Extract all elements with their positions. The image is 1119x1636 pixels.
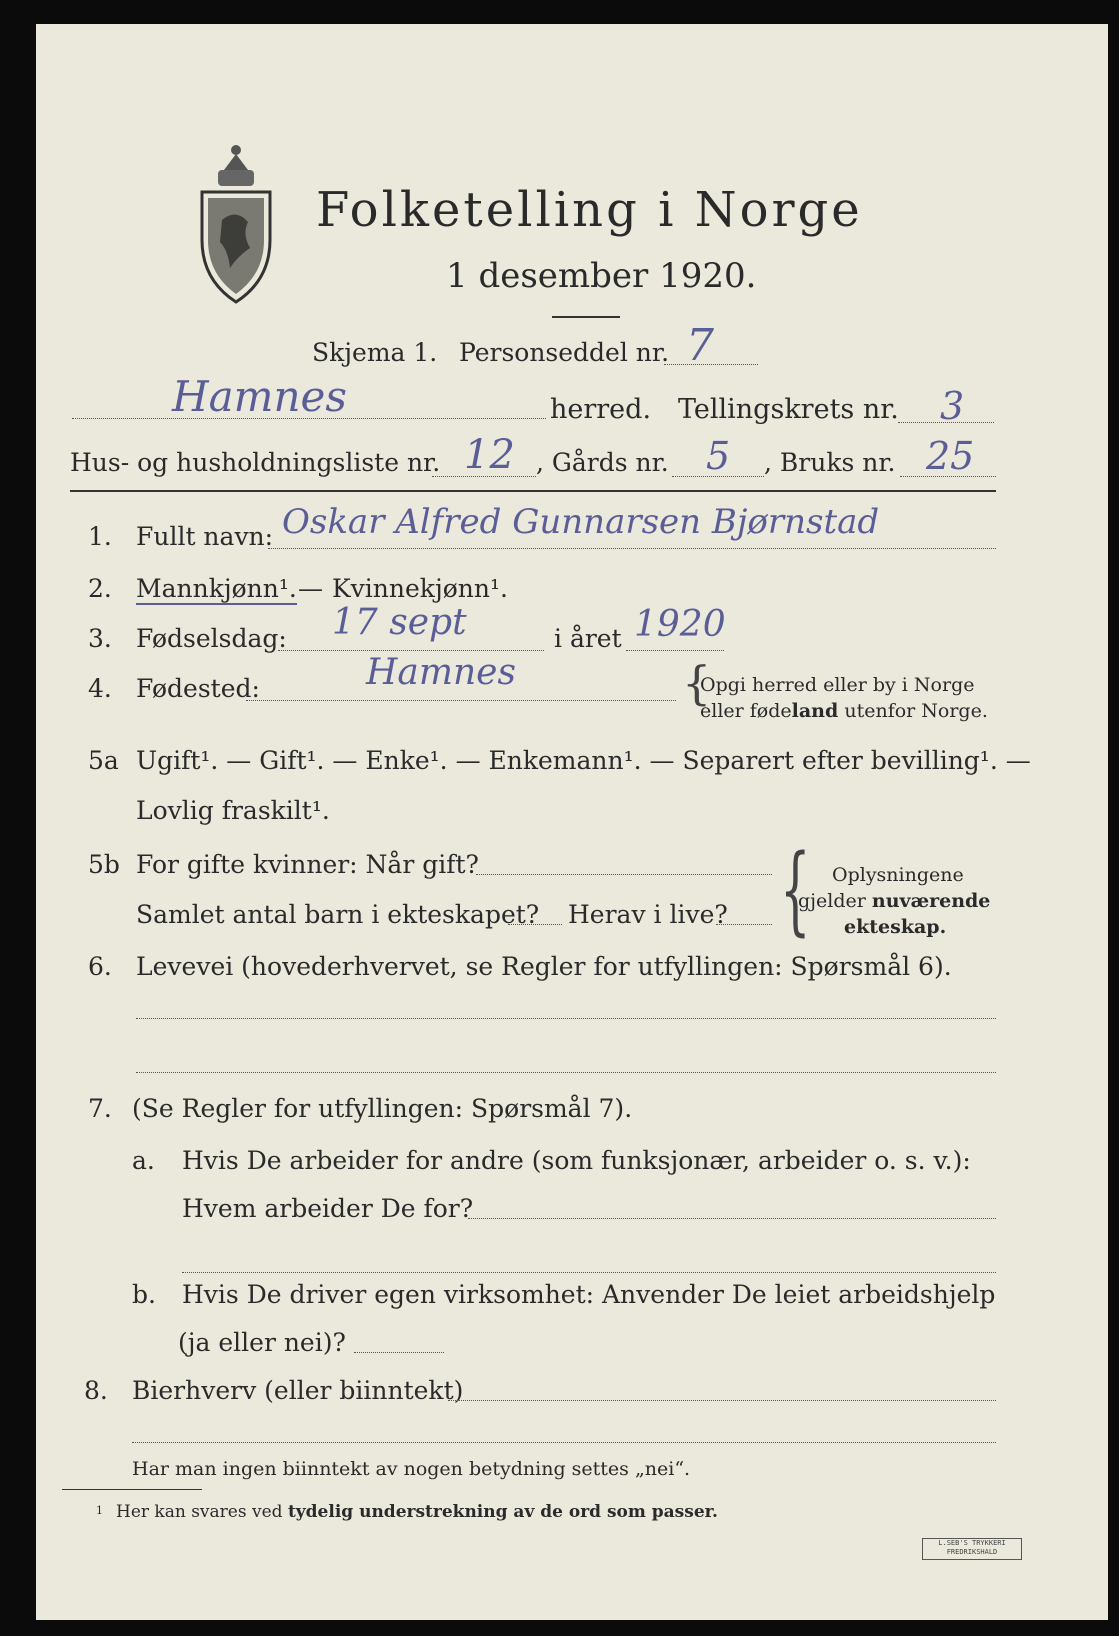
q5b-note1: Oplysningene: [832, 864, 964, 886]
marital-status-divorced[interactable]: Lovlig fraskilt¹.: [136, 796, 330, 825]
occupation-line-2[interactable]: [136, 1072, 996, 1073]
q5b-note3: ekteskap.: [844, 916, 947, 938]
full-name-value[interactable]: Oskar Alfred Gunnarsen Bjørnstad: [282, 502, 880, 542]
q7a-line2: Hvem arbeider De for?: [182, 1194, 474, 1223]
herred-value[interactable]: Hamnes: [172, 372, 347, 421]
bruks-value[interactable]: 25: [926, 434, 975, 478]
form-title: Folketelling i Norge: [316, 182, 863, 238]
q2-number: 2.: [88, 574, 112, 603]
year-line: [626, 650, 724, 651]
q4-note-line1: Opgi herred eller by i Norge: [700, 674, 975, 696]
q3-number: 3.: [88, 624, 112, 653]
q3-line: [278, 650, 544, 651]
q4-note-b: land: [791, 700, 839, 722]
birthday-value[interactable]: 17 sept: [332, 602, 467, 643]
q4-brace: {: [682, 656, 712, 710]
herred-label: herred.: [550, 394, 652, 425]
employer-line-1[interactable]: [468, 1218, 996, 1219]
personseddel-value[interactable]: 7: [686, 320, 714, 371]
gards-value[interactable]: 5: [706, 434, 731, 478]
q4-note-c: utenfor Norge.: [838, 700, 988, 722]
q5b-alive-label: Herav i live?: [568, 900, 728, 929]
side-income-line-1[interactable]: [448, 1400, 996, 1401]
bruks-label: , Bruks nr.: [764, 448, 896, 477]
q5b-brace: {: [780, 834, 811, 946]
census-date: 1 desember 1920.: [446, 256, 757, 296]
q8-label: Bierhverv (eller biinntekt): [132, 1376, 464, 1405]
q7a-line1: Hvis De arbeider for andre (som funksjonær, arbeider o. s. v.):: [182, 1146, 971, 1175]
husholdning-value[interactable]: 12: [464, 432, 515, 478]
footnote-divider: [62, 1489, 202, 1490]
q8-number: 8.: [84, 1376, 108, 1405]
q1-line: [268, 548, 996, 549]
stamp-line2: FREDRIKSHALD: [946, 1548, 998, 1556]
q7b-line1: Hvis De driver egen virksomhet: Anvender De leiet arbeidshjelp: [182, 1280, 996, 1309]
occupation-line-1[interactable]: [136, 1018, 996, 1019]
q7-number: 7.: [88, 1094, 112, 1123]
husholdning-label: Hus- og husholdningsliste nr.: [70, 448, 441, 477]
q5b-children-label: Samlet antal barn i ekteskapet?: [136, 900, 540, 929]
option-male-selected[interactable]: Mannkjønn¹.: [136, 574, 297, 603]
q7-label: (Se Regler for utfyllingen: Spørsmål 7).: [132, 1094, 633, 1123]
personseddel-label: Personseddel nr.: [459, 338, 670, 367]
birth-year-value[interactable]: 1920: [634, 604, 726, 645]
skjema-label: Skjema 1.: [312, 338, 438, 367]
q5b-number: 5b: [88, 850, 120, 879]
married-when-line[interactable]: [476, 874, 772, 875]
q5b-line1: For gifte kvinner: Når gift?: [136, 850, 479, 879]
q7b-number: b.: [132, 1280, 156, 1309]
q6-number: 6.: [88, 952, 112, 981]
q5a-number: 5a: [88, 746, 119, 775]
side-income-line-2[interactable]: [132, 1442, 996, 1443]
header-divider: [70, 490, 996, 492]
tellingskrets-label: Tellingskrets nr.: [678, 394, 899, 425]
footnote-text-b: tydelig understrekning av de ord som passer.: [287, 1502, 718, 1522]
q7a-number: a.: [132, 1146, 155, 1175]
tellingskrets-value[interactable]: 3: [940, 384, 965, 428]
q4-number: 4.: [88, 674, 112, 703]
q1-number: 1.: [88, 522, 112, 551]
title-divider: [552, 316, 620, 318]
q6-label: Levevei (hovederhvervet, se Regler for utfyllingen: Spørsmål 6).: [136, 952, 952, 981]
q7b-line2: (ja eller nei)?: [178, 1328, 346, 1357]
children-count-line[interactable]: [508, 924, 562, 925]
footnote-text-a: Her kan svares ved: [116, 1502, 288, 1522]
q2-dash: —: [298, 574, 323, 603]
q8-note: Har man ingen biinntekt av nogen betydning settes „nei“.: [132, 1458, 691, 1480]
hired-help-line[interactable]: [354, 1352, 444, 1353]
q1-label: Fullt navn:: [136, 522, 274, 551]
marital-status-options[interactable]: Ugift¹. — Gift¹. — Enke¹. — Enkemann¹. — Separert efter bevilling¹. —: [136, 746, 1031, 775]
stamp-line1: L.SEB'S TRYKKERI: [938, 1539, 1006, 1547]
footnote-mark: 1: [96, 1504, 103, 1517]
q4-label: Fødested:: [136, 674, 260, 703]
q3-label: Fødselsdag:: [136, 624, 287, 653]
birthplace-value[interactable]: Hamnes: [366, 652, 516, 693]
printer-stamp: [922, 1538, 1022, 1560]
employer-line-2[interactable]: [182, 1272, 996, 1273]
q5b-note2-b: nuværende: [871, 890, 991, 912]
gards-label: , Gårds nr.: [536, 448, 669, 477]
option-female[interactable]: Kvinnekjønn¹.: [332, 574, 508, 603]
census-form: [36, 24, 1108, 1620]
q4-line: [246, 700, 676, 701]
year-label: i året: [554, 624, 622, 653]
q5b-note2-a: gjelder: [798, 890, 872, 912]
children-alive-line[interactable]: [716, 924, 772, 925]
coat-of-arms-icon: [196, 130, 276, 320]
q4-note-a: eller føde: [700, 700, 792, 722]
